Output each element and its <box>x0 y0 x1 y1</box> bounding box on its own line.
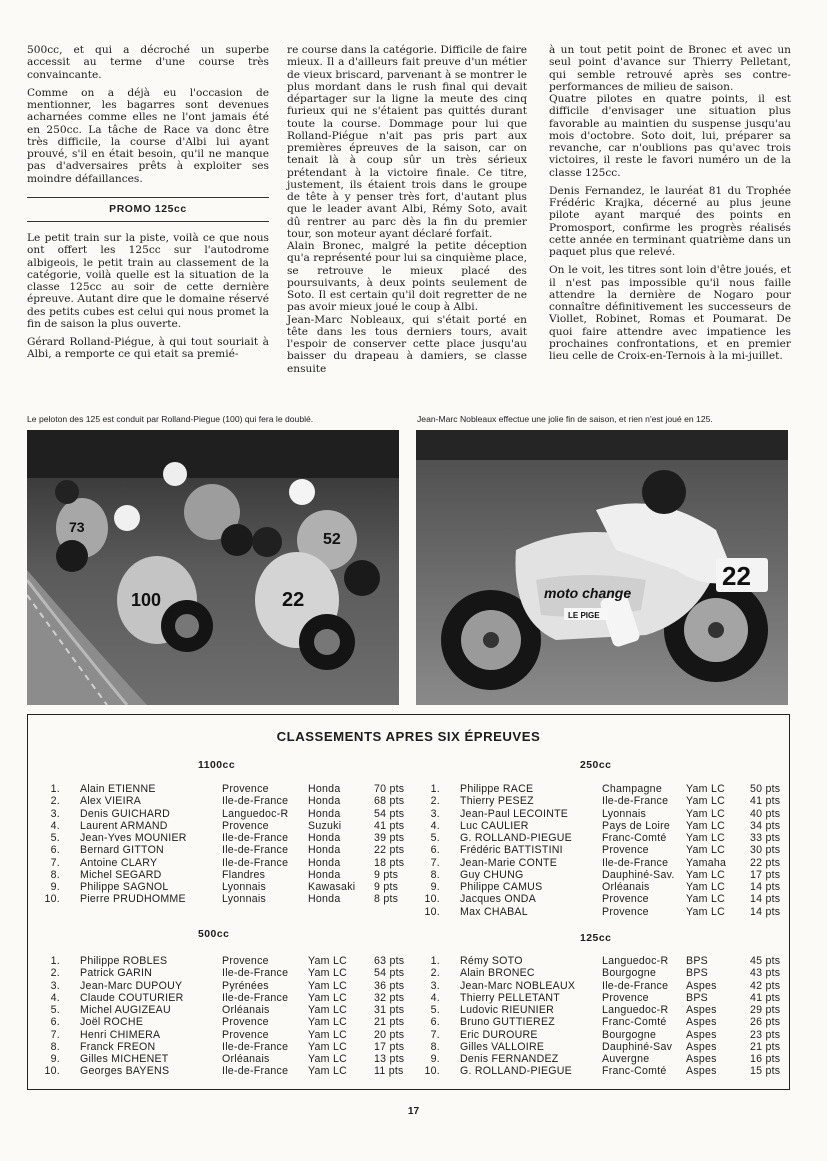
rider-name-cell: Thierry PESEZ <box>460 795 534 808</box>
points-cell: 14 pts <box>750 905 781 918</box>
rider-name-cell: Rémy SOTO <box>460 955 523 967</box>
rank-cell: 5. <box>50 1004 60 1016</box>
region-cell: Champagne <box>602 783 662 795</box>
points-cell: 41 pts <box>750 991 781 1004</box>
region-cell: Provence <box>602 893 649 906</box>
results-row <box>422 857 787 869</box>
region-cell: Provence <box>602 905 649 918</box>
machine-cell: Honda <box>308 807 341 820</box>
rider-name-cell: Philippe ROBLES <box>80 955 168 967</box>
points-cell: 22 pts <box>374 844 405 857</box>
region-cell: Ile-de-France <box>222 1040 289 1053</box>
results-row <box>422 869 787 881</box>
rider-name-cell: Pierre PRUDHOMME <box>80 893 186 906</box>
rank-cell: 1. <box>50 955 60 967</box>
rank-cell: 10. <box>44 1065 60 1078</box>
rank-cell: 9. <box>50 881 60 893</box>
article-paragraph: Comme on a déjà eu l'occasion de mentionner, les bagarres sont devenues acharnées comme elles ne l'ont jamais été en 250cc. La tâche de Race va donc être très difficile, la course d'Albi lui ayant prouvé, s'il en était besoin, qu'il ne manque pas d'adversaires prêts à exploiter ses moindre défaillances. <box>27 86 269 185</box>
rank-cell: 4. <box>430 991 440 1004</box>
rider-name-cell: G. ROLLAND-PIEGUE <box>460 832 572 844</box>
points-cell: 33 pts <box>750 832 781 844</box>
machine-cell: Yam LC <box>686 795 725 808</box>
article-paragraph: 500cc, et qui a décroché un superbe accessit au terme d'une course très convaincante. <box>27 44 269 81</box>
rank-cell: 6. <box>430 1016 440 1029</box>
points-cell: 36 pts <box>374 979 405 992</box>
machine-cell: Yam LC <box>308 991 347 1004</box>
points-cell: 68 pts <box>374 795 405 808</box>
article-paragraph: re course dans la catégorie. Difficile de faire mieux. Il a d'ailleurs fait preuve d'un métier de vieux briscard, parvenant à se montrer le plus mordant dans le rush final qui devait départager sur la ligne la meute des cinq furieux qui ne s'étaient pas quittés durant toute la course. Dommage pour lui que Rolland-Piégue n'ait pas pris part aux premières épreuves de la saison, car on tenait là à coup sûr un très sérieux prétendant à la victoire finale. Ce titre, justement, ils étaient trois dans le groupe de tête à y penser très fort, d'autant plus que le leader avant Albi, Rémy Soto, avait dû rentrer au parc dès la fin du premier tour, son moteur ayant déclaré forfait. <box>287 44 527 240</box>
rank-cell: 1. <box>430 783 440 795</box>
rider-name-cell: Bernard GITTON <box>80 844 164 857</box>
machine-cell: Aspes <box>686 1016 717 1029</box>
rank-cell: 9. <box>430 881 440 893</box>
rider-name-cell: Alain ETIENNE <box>80 783 156 795</box>
region-cell: Provence <box>222 783 269 795</box>
points-cell: 54 pts <box>374 807 405 820</box>
machine-cell: Yam LC <box>308 1004 347 1016</box>
results-row <box>422 1053 787 1065</box>
rider-name-cell: Laurent ARMAND <box>80 819 168 832</box>
results-row <box>422 1041 787 1053</box>
rider-name-cell: Claude COUTURIER <box>80 991 184 1004</box>
rider-name-cell: Philippe SAGNOL <box>80 881 169 893</box>
category-title: 500cc <box>198 929 230 940</box>
rank-cell: 3. <box>430 979 440 992</box>
rider-name-cell: Jean-Marie CONTE <box>460 856 558 869</box>
rider-name-cell: Denis FERNANDEZ <box>460 1053 559 1065</box>
rank-cell: 3. <box>50 979 60 992</box>
rider-name-cell: Gilles VALLOIRE <box>460 1040 545 1053</box>
rank-cell: 7. <box>50 1028 60 1041</box>
region-cell: Dauphiné-Sav <box>602 1040 673 1053</box>
rank-cell: 5. <box>430 1004 440 1016</box>
results-row <box>422 893 787 905</box>
points-cell: 26 pts <box>750 1016 781 1029</box>
sponsor-label: moto change <box>544 585 632 601</box>
points-cell: 15 pts <box>750 1065 781 1078</box>
machine-cell: Yam LC <box>686 881 725 893</box>
region-cell: Ile-de-France <box>602 979 669 992</box>
rider-name-cell: Jean-Paul LECOINTE <box>460 807 569 820</box>
results-row <box>42 881 407 893</box>
results-row <box>42 1053 407 1065</box>
region-cell: Franc-Comté <box>602 1016 667 1029</box>
points-cell: 41 pts <box>750 795 781 808</box>
rank-cell: 2. <box>50 795 60 808</box>
points-cell: 54 pts <box>374 967 405 980</box>
points-cell: 17 pts <box>750 868 781 881</box>
region-cell: Provence <box>602 844 649 857</box>
results-row <box>422 955 787 967</box>
machine-cell: Honda <box>308 832 341 844</box>
rider-name-cell: Michel SEGARD <box>80 868 162 881</box>
results-row <box>422 820 787 832</box>
region-cell: Provence <box>222 1028 269 1041</box>
race-number-label: 52 <box>323 531 341 548</box>
region-cell: Ile-de-France <box>602 795 669 808</box>
machine-cell: Yam LC <box>308 1065 347 1078</box>
rank-cell: 10. <box>424 1065 440 1078</box>
machine-cell: Yamaha <box>686 856 727 869</box>
points-cell: 29 pts <box>750 1004 781 1016</box>
rider-name-cell: Franck FREON <box>80 1040 156 1053</box>
results-row <box>422 881 787 893</box>
points-cell: 41 pts <box>374 819 405 832</box>
rank-cell: 1. <box>50 783 60 795</box>
machine-cell: Kawasaki <box>308 881 356 893</box>
rider-name-cell: Philippe CAMUS <box>460 881 543 893</box>
results-row <box>42 980 407 992</box>
machine-cell: Honda <box>308 856 341 869</box>
points-cell: 9 pts <box>374 881 399 893</box>
region-cell: Ile-de-France <box>222 991 289 1004</box>
rider-name-cell: Michel AUGIZEAU <box>80 1004 171 1016</box>
rank-cell: 10. <box>424 905 440 918</box>
region-cell: Ile-de-France <box>222 1065 289 1078</box>
results-row <box>42 1004 407 1016</box>
rank-cell: 2. <box>50 967 60 980</box>
region-cell: Lyonnais <box>222 893 267 906</box>
category-title: 1100cc <box>198 760 236 771</box>
points-cell: 63 pts <box>374 955 405 967</box>
results-row <box>42 967 407 979</box>
points-cell: 45 pts <box>750 955 781 967</box>
race-number-label: 100 <box>131 590 162 610</box>
rider-name-cell: Eric DUROURE <box>460 1028 538 1041</box>
photo-caption-right: Jean-Marc Nobleaux effectue une jolie fin de saison, et rien n'est joué en 125. <box>417 414 713 424</box>
results-row <box>422 906 787 918</box>
region-cell: Languedoc-R <box>222 807 289 820</box>
results-row <box>422 1029 787 1041</box>
results-title: CLASSEMENTS APRES SIX ÉPREUVES <box>276 729 541 744</box>
article-column-2 <box>287 44 527 381</box>
results-row <box>422 1065 787 1077</box>
machine-cell: Yam LC <box>308 1040 347 1053</box>
results-row <box>42 1065 407 1077</box>
rider-name-cell: Denis GUICHARD <box>80 807 171 820</box>
machine-cell: Yam LC <box>686 807 725 820</box>
article-paragraph: Quatre pilotes en quatre points, il est difficile d'envisager une situation plus favorable au maintien du suspense jusqu'au mois d'octobre. Soto doit, lui, préparer sa revanche, car n'oublions pas qu'avec trois victoires, il reste le favori numéro un de la classe 125cc. <box>549 93 791 179</box>
points-cell: 50 pts <box>750 783 781 795</box>
results-row <box>422 1004 787 1016</box>
machine-cell: Yam LC <box>308 1053 347 1065</box>
machine-cell: Suzuki <box>308 819 342 832</box>
machine-cell: Honda <box>308 893 341 906</box>
rank-cell: 7. <box>430 1028 440 1041</box>
results-row <box>422 992 787 1004</box>
photo-caption-left: Le peloton des 125 est conduit par Rolland-Piegue (100) qui fera le doublé. <box>27 414 314 424</box>
article-paragraph: Denis Fernandez, le lauréat 81 du Trophée Frédéric Krajka, décerné au plus jeune pilote ayant marqué des points en Promosport, confirme les progrès réalisés cette année en terminant quatrième dans un paquet plus que relevé. <box>549 184 791 258</box>
points-cell: 23 pts <box>750 1028 781 1041</box>
machine-cell: Honda <box>308 795 341 808</box>
points-cell: 70 pts <box>374 783 405 795</box>
rider-name-cell: Philippe RACE <box>460 783 534 795</box>
machine-cell: Aspes <box>686 979 717 992</box>
results-row <box>42 869 407 881</box>
rider-name-cell: Luc CAULIER <box>460 819 529 832</box>
machine-cell: Yam LC <box>686 832 725 844</box>
machine-cell: Yam LC <box>308 979 347 992</box>
region-cell: Orléanais <box>602 881 650 893</box>
region-cell: Orléanais <box>222 1004 270 1016</box>
rider-name-cell: Georges BAYENS <box>80 1065 170 1078</box>
points-cell: 18 pts <box>374 856 405 869</box>
rank-cell: 4. <box>50 819 60 832</box>
region-cell: Flandres <box>222 868 266 881</box>
region-cell: Pays de Loire <box>602 819 671 832</box>
machine-cell: BPS <box>686 967 708 980</box>
photo-peloton-125 <box>27 430 399 705</box>
rider-name-cell: Ludovic RIEUNIER <box>460 1004 555 1016</box>
rank-cell: 10. <box>424 893 440 906</box>
region-cell: Franc-Comté <box>602 1065 667 1078</box>
region-cell: Bourgogne <box>602 1028 657 1041</box>
results-row <box>422 980 787 992</box>
rank-cell: 1. <box>430 955 440 967</box>
results-row <box>42 857 407 869</box>
rider-name-cell: Bruno GUTTIEREZ <box>460 1016 555 1029</box>
rider-name-cell: Henri CHIMERA <box>80 1028 161 1041</box>
results-row <box>42 844 407 856</box>
region-cell: Provence <box>222 1016 269 1029</box>
rank-cell: 6. <box>50 844 60 857</box>
rider-name-cell: G. ROLLAND-PIEGUE <box>460 1065 572 1078</box>
machine-cell: Yam LC <box>308 955 347 967</box>
article-paragraph: Le petit train sur la piste, voilà ce que nous ont offert les 125cc sur l'autodrome albigeois, le petit train au classement de la catégorie, voilà quelle est la situation de la classe 125cc au soir de cette dernière épreuve. Autant dire que le domaine réservé des petits cubes est celui qui nous promet la fin de saison la plus ouverte. <box>27 232 269 330</box>
rank-cell: 4. <box>50 991 60 1004</box>
results-row <box>42 992 407 1004</box>
results-row <box>42 832 407 844</box>
rank-cell: 8. <box>430 868 440 881</box>
rider-name-cell: Max CHABAL <box>460 905 528 918</box>
points-cell: 14 pts <box>750 881 781 893</box>
rank-cell: 3. <box>50 807 60 820</box>
points-cell: 13 pts <box>374 1053 405 1065</box>
points-cell: 32 pts <box>374 991 405 1004</box>
region-cell: Lyonnais <box>222 881 267 893</box>
category-title: 250cc <box>580 760 612 771</box>
rider-name-cell: Alain BRONEC <box>460 967 535 980</box>
results-row <box>42 1041 407 1053</box>
sponsor-label: LE PIGE <box>568 611 600 620</box>
results-row <box>42 795 407 807</box>
points-cell: 9 pts <box>374 868 399 881</box>
rider-name-cell: Jean-Marc NOBLEAUX <box>460 979 576 992</box>
rank-cell: 5. <box>430 832 440 844</box>
rank-cell: 9. <box>430 1053 440 1065</box>
points-cell: 34 pts <box>750 819 781 832</box>
results-row <box>422 795 787 807</box>
machine-cell: Yam LC <box>686 819 725 832</box>
region-cell: Languedoc-R <box>602 955 669 967</box>
machine-cell: Yam LC <box>308 1016 347 1029</box>
results-row <box>42 820 407 832</box>
machine-cell: Aspes <box>686 1053 717 1065</box>
region-cell: Provence <box>602 991 649 1004</box>
article-column-3 <box>549 44 791 368</box>
rider-name-cell: Joël ROCHE <box>80 1016 144 1029</box>
machine-cell: Aspes <box>686 1004 717 1016</box>
rider-name-cell: Jean-Marc DUPOUY <box>80 979 183 992</box>
results-table-box <box>27 714 790 1090</box>
machine-cell: Aspes <box>686 1028 717 1041</box>
rider-name-cell: Frédéric BATTISTINI <box>460 844 563 857</box>
region-cell: Ile-de-France <box>222 844 289 857</box>
region-cell: Auvergne <box>602 1053 650 1065</box>
points-cell: 30 pts <box>750 844 781 857</box>
rank-cell: 2. <box>430 967 440 980</box>
photo-nobleaux-22 <box>416 430 788 705</box>
results-row <box>422 832 787 844</box>
rank-cell: 8. <box>50 1040 60 1053</box>
rider-name-cell: Jacques ONDA <box>460 893 537 906</box>
rank-cell: 5. <box>50 832 60 844</box>
article-column-1 <box>27 44 269 367</box>
results-row <box>422 844 787 856</box>
results-row <box>42 893 407 905</box>
race-number-label: 22 <box>722 561 751 591</box>
section-heading-promo-125: PROMO 125cc <box>27 197 269 222</box>
points-cell: 40 pts <box>750 807 781 820</box>
rank-cell: 8. <box>430 1040 440 1053</box>
machine-cell: Yam LC <box>686 893 725 906</box>
category-title: 125cc <box>580 933 612 944</box>
points-cell: 16 pts <box>750 1053 781 1065</box>
rank-cell: 8. <box>50 868 60 881</box>
points-cell: 31 pts <box>374 1004 405 1016</box>
region-cell: Ile-de-France <box>222 856 289 869</box>
rider-name-cell: Jean-Yves MOUNIER <box>80 832 187 844</box>
machine-cell: Yam LC <box>308 967 347 980</box>
results-row <box>422 967 787 979</box>
rank-cell: 2. <box>430 795 440 808</box>
results-row <box>42 783 407 795</box>
machine-cell: Honda <box>308 868 341 881</box>
article-paragraph: à un tout petit point de Bronec et avec un seul point d'avance sur Thierry Pelletant, qui semble retrouvé après ses contre-performances de milieu de saison. <box>549 44 791 93</box>
points-cell: 17 pts <box>374 1040 405 1053</box>
rider-name-cell: Alex VIEIRA <box>80 795 142 808</box>
results-row <box>42 955 407 967</box>
rank-cell: 7. <box>430 856 440 869</box>
rank-cell: 4. <box>430 819 440 832</box>
machine-cell: Honda <box>308 783 341 795</box>
rider-name-cell: Patrick GARIN <box>80 967 153 980</box>
results-row <box>422 808 787 820</box>
article-paragraph: Jean-Marc Nobleaux, qui s'était porté en tête dans les tous derniers tours, avait l'espoir de conserver cette place jusqu'au baisser du drapeau à damiers, se classe ensuite <box>287 313 527 375</box>
results-row <box>42 1016 407 1028</box>
race-number-label: 73 <box>69 519 85 535</box>
points-cell: 39 pts <box>374 832 405 844</box>
points-cell: 21 pts <box>750 1040 781 1053</box>
points-cell: 8 pts <box>374 893 399 906</box>
machine-cell: Aspes <box>686 1040 717 1053</box>
rank-cell: 10. <box>44 893 60 906</box>
region-cell: Franc-Comté <box>602 832 667 844</box>
rider-name-cell: Guy CHUNG <box>460 868 524 881</box>
machine-cell: Yam LC <box>686 905 725 918</box>
rank-cell: 7. <box>50 856 60 869</box>
region-cell: Provence <box>222 955 269 967</box>
results-row <box>422 1016 787 1028</box>
region-cell: Ile-de-France <box>222 967 289 980</box>
region-cell: Orléanais <box>222 1053 270 1065</box>
rider-name-cell: Thierry PELLETANT <box>460 991 561 1004</box>
machine-cell: Yam LC <box>686 844 725 857</box>
race-number-label: 22 <box>282 589 305 611</box>
machine-cell: Aspes <box>686 1065 717 1078</box>
points-cell: 21 pts <box>374 1016 405 1029</box>
machine-cell: Yam LC <box>686 868 725 881</box>
rank-cell: 6. <box>430 844 440 857</box>
region-cell: Languedoc-R <box>602 1004 669 1016</box>
region-cell: Lyonnais <box>602 807 647 820</box>
machine-cell: Yam LC <box>308 1028 347 1041</box>
rank-cell: 6. <box>50 1016 60 1029</box>
results-row <box>42 1029 407 1041</box>
machine-cell: Honda <box>308 844 341 857</box>
region-cell: Pyrénées <box>222 979 269 992</box>
points-cell: 42 pts <box>750 979 781 992</box>
region-cell: Bourgogne <box>602 967 657 980</box>
rider-name-cell: Gilles MICHENET <box>80 1053 169 1065</box>
points-cell: 20 pts <box>374 1028 405 1041</box>
points-cell: 22 pts <box>750 856 781 869</box>
points-cell: 11 pts <box>374 1065 404 1078</box>
results-row <box>42 808 407 820</box>
rider-name-cell: Antoine CLARY <box>80 856 158 869</box>
region-cell: Ile-de-France <box>602 856 669 869</box>
machine-cell: Yam LC <box>686 783 725 795</box>
article-paragraph: On le voit, les titres sont loin d'être joués, et il n'est pas impossible qu'il nous faille attendre la dernière de Nogaro pour connaître définitivement les successeurs de Viollet, Robinet, Romas et Poumarat. De quoi faire attendre avec impatience les prochaines confrontations, et en premier lieu celle de Croix-en-Ternois à la mi-juillet. <box>549 264 791 362</box>
machine-cell: BPS <box>686 991 708 1004</box>
points-cell: 14 pts <box>750 893 781 906</box>
region-cell: Ile-de-France <box>222 795 289 808</box>
region-cell: Dauphiné-Sav. <box>602 868 675 881</box>
article-paragraph: Gérard Rolland-Piégue, à qui tout souriait à Albi, a remporte ce qui etait sa premié- <box>27 336 269 361</box>
points-cell: 43 pts <box>750 967 781 980</box>
machine-cell: BPS <box>686 955 708 967</box>
results-row <box>422 783 787 795</box>
article-paragraph: Alain Bronec, malgré la petite déception qu'a représenté pour lui sa cinquième place, se retrouve le mieux placé des poursuivants, à deux points seulement de Soto. Il est certain qu'il doit regretter de ne pas avoir mieux joué le coup à Albi. <box>287 240 527 314</box>
rank-cell: 9. <box>50 1053 60 1065</box>
page-number: 17 <box>407 1106 420 1117</box>
region-cell: Ile-de-France <box>222 832 289 844</box>
region-cell: Provence <box>222 819 269 832</box>
rank-cell: 3. <box>430 807 440 820</box>
